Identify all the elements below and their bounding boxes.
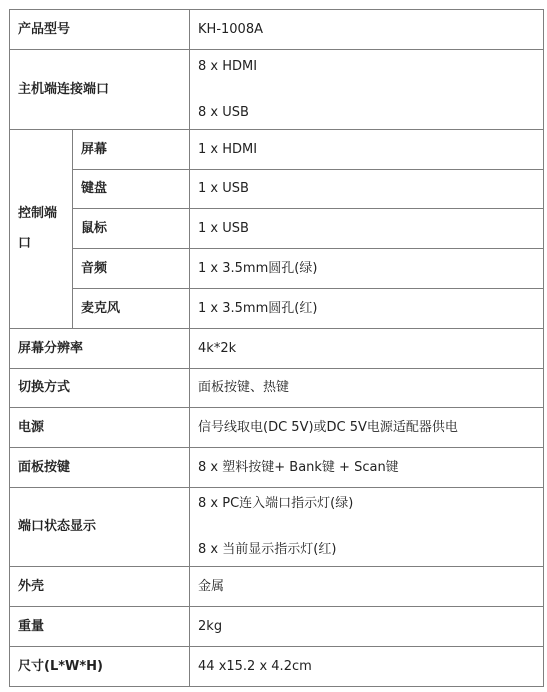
row-value: 1 x 3.5mm圆孔(红): [190, 289, 544, 329]
value-line: 8 x 当前显示指示灯(红): [198, 542, 337, 557]
table-row-control-keyboard: [10, 170, 544, 209]
value-line: 8 x HDMI: [198, 58, 258, 74]
row-value: 4k*2k: [190, 329, 544, 369]
table-row-port-status: [10, 488, 544, 567]
row-value: 44 x15.2 x 4.2cm: [190, 647, 544, 687]
row-value: 1 x HDMI: [190, 130, 544, 170]
row-label: 尺寸(L*W*H): [10, 647, 190, 687]
row-value: 金属: [190, 567, 544, 607]
table-row-control-mouse: [10, 209, 544, 249]
table-row-control-audio: [10, 249, 544, 289]
table-row-host-ports: [10, 50, 544, 130]
sub-label: 音频: [73, 249, 190, 289]
row-label: 外壳: [10, 567, 190, 607]
row-value: [190, 488, 544, 567]
row-label: 屏幕分辨率: [10, 329, 190, 369]
value-line: 8 x PC连入端口指示灯(绿): [198, 496, 354, 512]
row-label: 端口状态显示: [10, 488, 190, 567]
row-label: 主机端连接端口: [10, 50, 190, 130]
table-row-control-screen: [10, 130, 544, 170]
row-label: 产品型号: [10, 10, 190, 50]
row-value: 1 x USB: [190, 170, 544, 209]
table-row-size: [10, 647, 544, 687]
table-row-switch-mode: [10, 369, 544, 408]
table-row-control-mic: [10, 289, 544, 329]
row-value: 1 x USB: [190, 209, 544, 249]
sub-label: 键盘: [73, 170, 190, 209]
row-label: 重量: [10, 607, 190, 647]
spec-table: [9, 9, 544, 687]
row-value: [190, 50, 544, 130]
sub-label: 麦克风: [73, 289, 190, 329]
table-row-model: [10, 10, 544, 50]
row-value: 面板按键、热键: [190, 369, 544, 408]
row-label: 切换方式: [10, 369, 190, 408]
row-label: 电源: [10, 408, 190, 448]
value-line: 8 x USB: [198, 104, 249, 120]
table-row-panel-keys: [10, 448, 544, 488]
sub-label: 屏幕: [73, 130, 190, 170]
table-row-resolution: [10, 329, 544, 369]
row-label: 面板按键: [10, 448, 190, 488]
control-port-label: [10, 130, 73, 329]
control-port-label-text: 控制端口: [18, 206, 58, 251]
table-row-power: [10, 408, 544, 448]
row-value: KH-1008A: [190, 10, 544, 50]
row-value: 信号线取电(DC 5V)或DC 5V电源适配器供电: [190, 408, 544, 448]
sub-label: 鼠标: [73, 209, 190, 249]
row-value: 1 x 3.5mm圆孔(绿): [190, 249, 544, 289]
row-value: 2kg: [190, 607, 544, 647]
table-row-weight: [10, 607, 544, 647]
row-value: 8 x 塑料按键+ Bank键 + Scan键: [190, 448, 544, 488]
table-row-case: [10, 567, 544, 607]
